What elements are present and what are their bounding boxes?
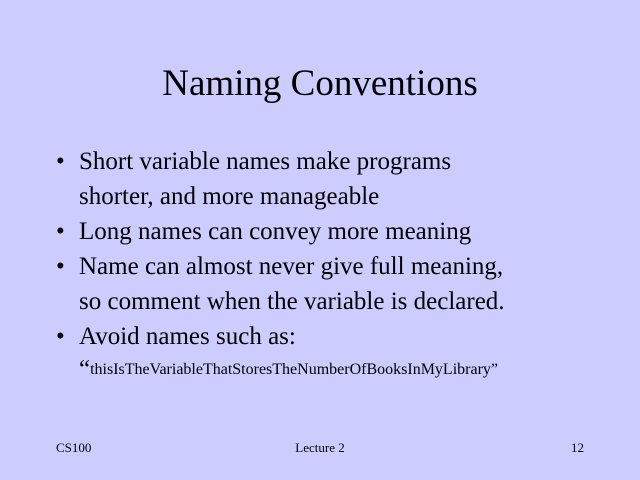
example-close-quote: ” xyxy=(490,361,499,378)
footer-page-number: 12 xyxy=(571,440,584,455)
bullet-text: Long names can convey more meaning xyxy=(79,218,472,245)
bullet-marker: • xyxy=(56,218,65,245)
bullet-text: Short variable names make programs shorter, and more manageable xyxy=(79,148,452,210)
slide-title: Naming Conventions xyxy=(162,63,478,104)
bullet-item xyxy=(56,249,616,319)
bullet-marker: • xyxy=(56,323,65,350)
footer-course: CS100 xyxy=(56,440,92,455)
example-open-quote: “ xyxy=(79,356,91,383)
bullet-text: Avoid names such as: xyxy=(79,323,296,350)
footer-lecture: Lecture 2 xyxy=(295,440,345,455)
bullet-item xyxy=(56,214,616,249)
bullet-item xyxy=(56,144,616,214)
bullet-item xyxy=(56,319,616,354)
bullet-marker: • xyxy=(56,148,65,175)
example-name xyxy=(56,358,616,382)
bullet-list xyxy=(56,144,616,382)
example-text: thisIsTheVariableThatStoresTheNumberOfBooksInMyLibrary xyxy=(90,361,491,378)
bullet-marker: • xyxy=(56,253,65,280)
bullet-text: Name can almost never give full meaning, so comment when the variable is declared. xyxy=(79,253,505,315)
